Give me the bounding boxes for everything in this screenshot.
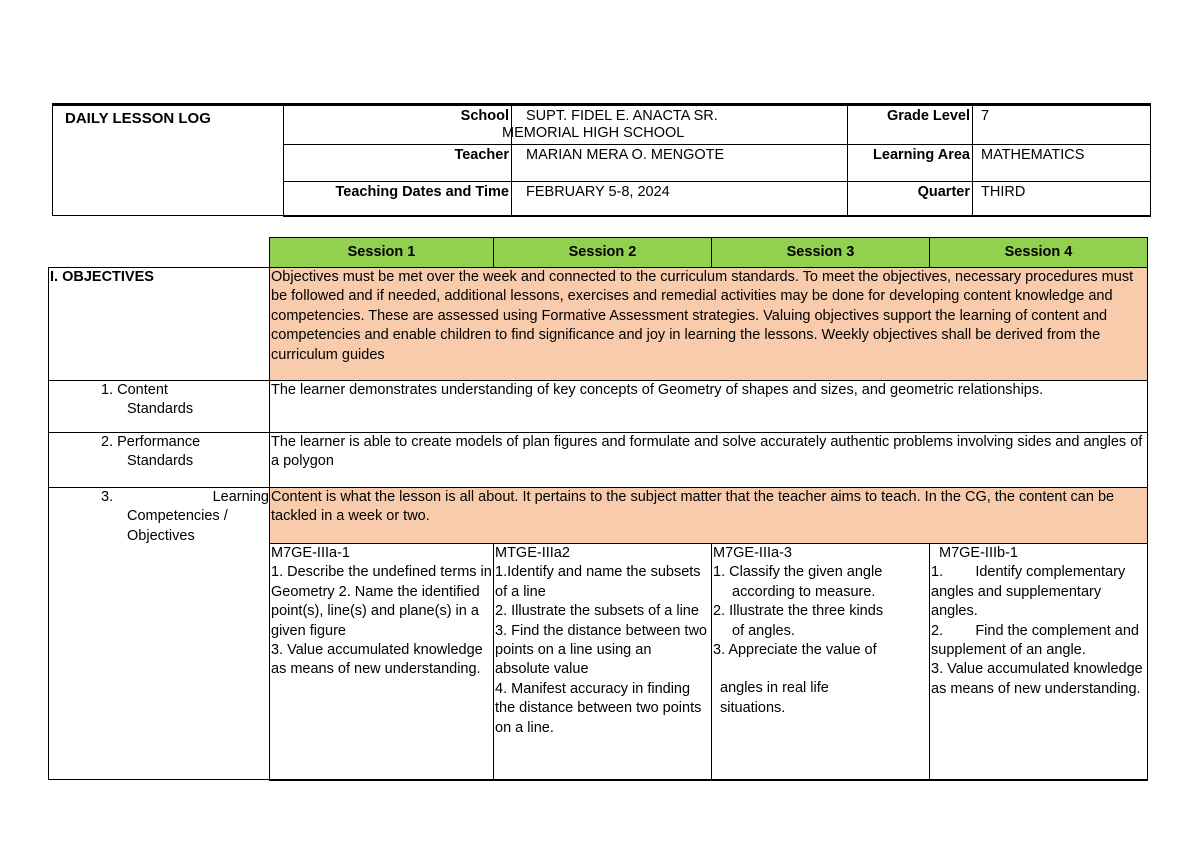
learning-competencies-label: 3. Learning Competencies / Objectives [49, 488, 270, 780]
session-2-competencies: MTGE-IIIa2 1.Identify and name the subsets of a line 2. Illustrate the subsets of a line 3. Find the distance between two points on a line using an absolute value 4. Manifest accuracy in finding the distance between two points on a line. [494, 544, 712, 780]
objectives-text: Objectives must be met over the week and connected to the curriculum standards. To meet the objectives, necessary procedures must be followed and if needed, additional lessons, exercises and remedial activities may be done for developing content knowledge and competencies. These are assessed using Formative Assessment strategies. Valuing objectives support the learning of content and competencies and enable children to find significance and joy in learning the lessons. Weekly objectives shall be derived from the curriculum guides [270, 268, 1148, 381]
learning-competencies-text: Content is what the lesson is all about. It pertains to the subject matter that the teacher aims to teach. In the CG, the content can be tackled in a week or two. [270, 488, 1148, 544]
school-value: SUPT. FIDEL E. ANACTA SR. MEMORIAL HIGH SCHOOL [512, 105, 848, 145]
grade-label: Grade Level [848, 105, 973, 145]
quarter-value: THIRD [973, 182, 1151, 216]
area-value: MATHEMATICS [973, 145, 1151, 182]
quarter-label: Quarter [848, 182, 973, 216]
school-label: School [284, 105, 512, 145]
session-4-competencies: M7GE-IIIb-1 1. Identify complementary angles and supplementary angles. 2. Find the complement and supplement of an angle. 3. Value accumulated knowledge as means of new understanding. [930, 544, 1148, 780]
content-standards-label: 1. Content Standards [49, 381, 270, 433]
session-1-header: Session 1 [270, 238, 494, 268]
teacher-label: Teacher [284, 145, 512, 182]
area-label: Learning Area [848, 145, 973, 182]
content-standards-text: The learner demonstrates understanding of key concepts of Geometry of shapes and sizes, and geometric relationships. [270, 381, 1148, 433]
performance-standards-label: 2. Performance Standards [49, 433, 270, 488]
doc-title: DAILY LESSON LOG [53, 105, 284, 216]
session-4-header: Session 4 [930, 238, 1148, 268]
performance-standards-text: The learner is able to create models of plan figures and formulate and solve accurately authentic problems involving sides and angles of a polygon [270, 433, 1148, 488]
teacher-value: MARIAN MERA O. MENGOTE [512, 145, 848, 182]
dates-value: FEBRUARY 5-8, 2024 [512, 182, 848, 216]
header-table [52, 103, 1151, 217]
objectives-label: I. OBJECTIVES [49, 268, 270, 381]
dates-label: Teaching Dates and Time [284, 182, 512, 216]
session-3-competencies: M7GE-IIIa-3 1. Classify the given angle according to measure. 2. Illustrate the three kinds of angles. 3. Appreciate the value of angles in real life situations. [712, 544, 930, 780]
session-2-header: Session 2 [494, 238, 712, 268]
session-1-competencies: M7GE-IIIa-1 1. Describe the undefined terms in Geometry 2. Name the identified point(s), line(s) and plane(s) in a given figure 3. Value accumulated knowledge as means of new understanding. [270, 544, 494, 780]
grade-value: 7 [973, 105, 1151, 145]
session-3-header: Session 3 [712, 238, 930, 268]
lesson-table [48, 237, 1148, 781]
